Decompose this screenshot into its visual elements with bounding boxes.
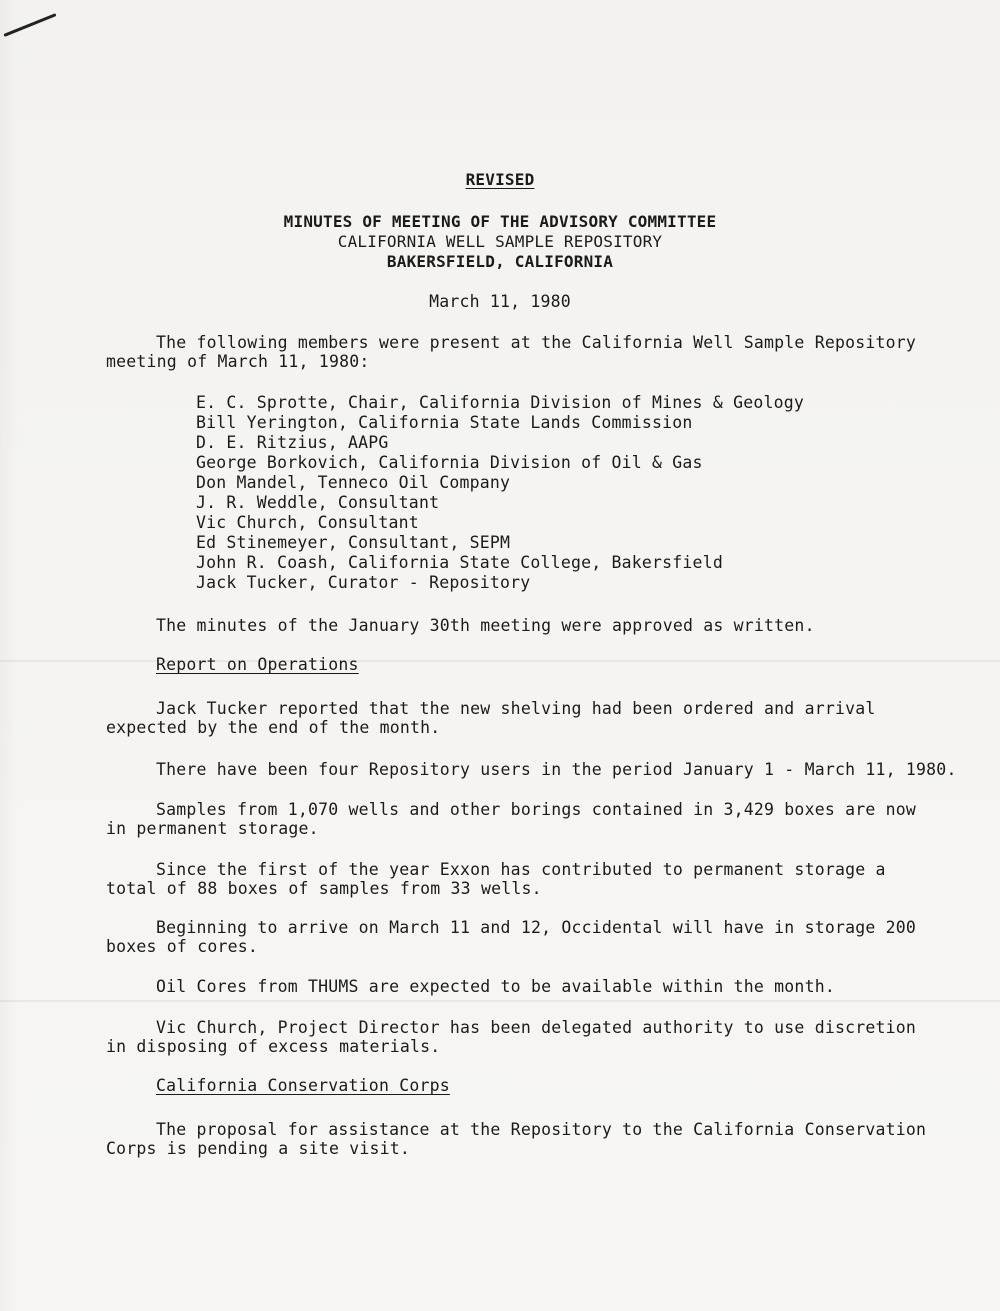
operations-paragraph: in disposing of excess materials. [106, 1037, 441, 1056]
ccc-paragraph: Corps is pending a site visit. [106, 1139, 411, 1158]
revised-label: REVISED [465, 170, 535, 189]
member-item: D. E. Ritzius, AAPG [196, 433, 389, 452]
operations-paragraph: in permanent storage. [106, 819, 319, 838]
member-item: Jack Tucker, Curator - Repository [196, 573, 531, 592]
member-item: E. C. Sprotte, Chair, California Division of Mines & Geology [196, 393, 805, 412]
member-item: Bill Yerington, California State Lands Commission [196, 413, 693, 432]
member-item: Vic Church, Consultant [196, 513, 419, 532]
operations-paragraph: Beginning to arrive on March 11 and 12, Occidental will have in storage 200 [156, 918, 917, 937]
section-heading-ccc: California Conservation Corps [156, 1076, 450, 1095]
intro-line-1: The following members were present at the California Well Sample Repository [156, 333, 917, 352]
operations-paragraph: Jack Tucker reported that the new shelving had been ordered and arrival [156, 699, 876, 718]
paper-fold [0, 1000, 1000, 1002]
section-heading-operations: Report on Operations [156, 655, 359, 674]
paper-fold [0, 660, 1000, 662]
operations-paragraph: Vic Church, Project Director has been delegated authority to use discretion [156, 1018, 917, 1037]
pen-check-mark [3, 13, 56, 37]
operations-paragraph: Oil Cores from THUMS are expected to be available within the month. [156, 977, 835, 996]
intro-line-2: meeting of March 11, 1980: [106, 352, 370, 371]
operations-paragraph: Samples from 1,070 wells and other borings contained in 3,429 boxes are now [156, 800, 917, 819]
operations-paragraph: There have been four Repository users in the period January 1 - March 11, 1980. [156, 760, 957, 779]
document-title: MINUTES OF MEETING OF THE ADVISORY COMMITTEE [283, 212, 717, 231]
operations-paragraph: Since the first of the year Exxon has contributed to permanent storage a [156, 860, 886, 879]
minutes-approval: The minutes of the January 30th meeting were approved as written. [156, 616, 815, 635]
member-item: Ed Stinemeyer, Consultant, SEPM [196, 533, 511, 552]
member-item: J. R. Weddle, Consultant [196, 493, 440, 512]
ccc-paragraph: The proposal for assistance at the Repository to the California Conservation [156, 1120, 927, 1139]
member-item: Don Mandel, Tenneco Oil Company [196, 473, 511, 492]
operations-paragraph: boxes of cores. [106, 937, 259, 956]
operations-paragraph: total of 88 boxes of samples from 33 wells. [106, 879, 542, 898]
member-item: John R. Coash, California State College, Bakersfield [196, 553, 723, 572]
document-location: BAKERSFIELD, CALIFORNIA [386, 252, 614, 271]
document-subtitle: CALIFORNIA WELL SAMPLE REPOSITORY [337, 232, 663, 251]
operations-paragraph: expected by the end of the month. [106, 718, 441, 737]
member-item: George Borkovich, California Division of Oil & Gas [196, 453, 703, 472]
meeting-date: March 11, 1980 [429, 292, 571, 311]
